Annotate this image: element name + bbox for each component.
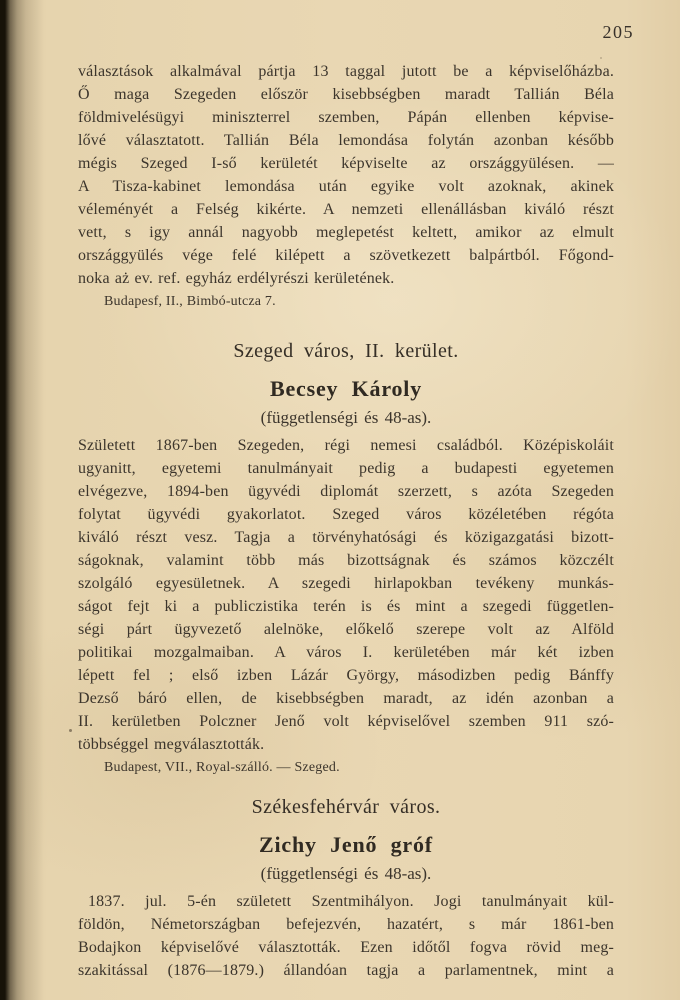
district-heading: Szeged város, II. kerület. (233, 340, 459, 362)
text-line: ságoknak, valamint több más bizottságnak és számos közczélt (78, 552, 614, 569)
biography-paragraph (78, 434, 614, 756)
district-heading: Székesfehérvár város. (251, 796, 441, 818)
text-line: elvégezve, 1894-ben ügyvédi diplomát szerzett, s azóta Szegeden (78, 483, 614, 500)
text-line: országgyülés vége felé kilépett a szövetkezett balpártból. Főgond- (78, 247, 614, 264)
text-line: kiváló részt vesz. Tagja a törvényhatósági és közigazgatási bizott- (78, 529, 614, 546)
text-line: földön, Németországban befejezvén, hazatért, s már 1861-ben (78, 916, 614, 933)
text-line: 1837. jul. 5-én született Szentmihályon. Jogi tanulmányait kül- (88, 893, 614, 910)
text-line: ségi párt ügyvezető alelnöke, előkelő szerepe volt az Alföld (78, 621, 614, 638)
text-line: politikai mozgalmaiban. A város I. kerületében már két izben (78, 644, 614, 661)
person-name: Becsey Károly (269, 376, 423, 401)
text-line: folytat ügyvédi gyakorlatot. Szeged város közéletében régóta (78, 506, 614, 523)
text-line: Bodajkon képviselővé választották. Ezen időtől fogva rövid meg- (78, 939, 614, 956)
text-line: vett, s igy annál nagyobb meglepetést keltett, amikor az elmult (78, 224, 614, 241)
text-line: többséggel megválasztották. (78, 736, 265, 753)
text-line: noka aż ev. ref. egyház erdélyrészi kerületének. (78, 270, 395, 287)
text-line: földmivelésügyi miniszterrel szemben, Pápán ellenben képvise- (78, 109, 614, 126)
party-affiliation: (függetlenségi és 48-as). (260, 408, 432, 427)
intro-paragraph (78, 60, 614, 290)
text-line: szolgáló egyesületnek. A szegedi hirlapokban tevékeny munkás- (78, 575, 614, 592)
text-line: Dezső báró ellen, de kisebbségben maradt, az idén azonban a (78, 690, 614, 707)
page-number: 205 (602, 22, 634, 42)
text-line: ságot fejt ki a publiczistika terén is és mint a szegedi független- (78, 598, 614, 615)
address-line: Budapest, VII., Royal-szálló. — Szeged. (104, 760, 340, 775)
text-line: mégis Szeged I-ső kerületét képviselte az országgyülésen. — (78, 155, 614, 172)
text-line: véleményét a Felség kikérte. A nemzeti ellenállásban kiváló részt (78, 201, 614, 218)
text-line: A Tisza-kabinet lemondása után egyike volt azoknak, akinek (78, 178, 614, 195)
address-line: Budapesf, II., Bimbó-utcza 7. (104, 294, 276, 309)
text-line: szakitással (1876—1879.) állandóan tagja a parlamentnek, mint a (78, 962, 614, 979)
person-name: Zichy Jenő gróf (259, 832, 433, 857)
entry-zichy-jeno (78, 794, 614, 982)
text-line: ugyanitt, egyetemi tanulmányait pedig a budapesti egyetemen (78, 460, 614, 477)
text-line: lépett fel ; első izben Lázár György, másodizben pedig Bánffy (78, 667, 614, 684)
text-line: lővé választatott. Tallián Béla lemondása folytán azonban később (78, 132, 614, 149)
book-gutter-shadow (0, 0, 44, 1000)
text-line: II. kerületben Polczner Jenő volt képviselővel szemben 911 szó- (78, 713, 614, 730)
biography-paragraph (78, 890, 614, 982)
text-line: Született 1867-ben Szegeden, régi nemesi családból. Középiskoláit (78, 437, 614, 454)
scanned-page (78, 0, 614, 982)
text-line: Ő maga Szegeden először kisebbségben maradt Tallián Béla (78, 86, 614, 103)
entry-becsey-karoly (78, 338, 614, 778)
scan-speck (69, 729, 72, 732)
text-line: választások alkalmával pártja 13 taggal jutott be a képviselőházba. (78, 63, 614, 80)
party-affiliation: (függetlenségi és 48-as). (260, 864, 432, 883)
